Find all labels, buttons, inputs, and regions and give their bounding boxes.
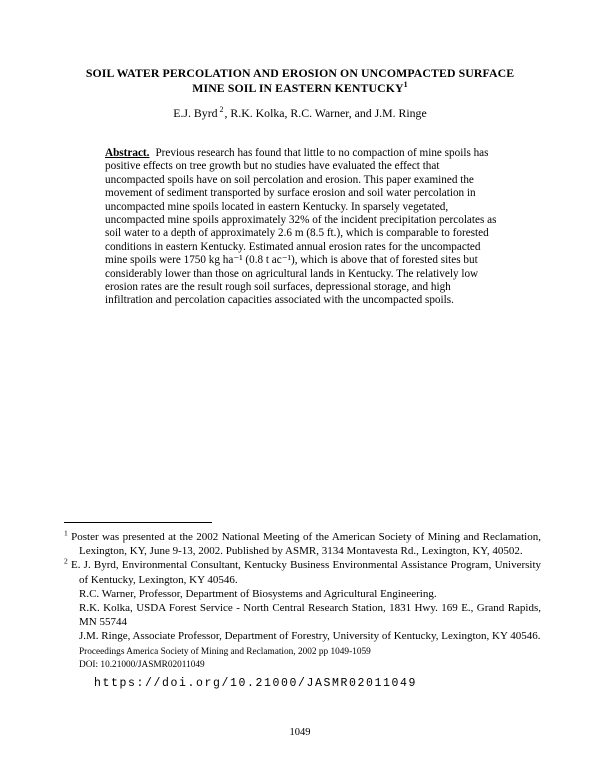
footnote-3 — [64, 587, 541, 601]
paper-title-line2: MINE SOIL IN EASTERN KENTUCKY — [192, 80, 404, 95]
footnote-4-text: R.K. Kolka, USDA Forest Service - North Central Research Station, 1831 Hwy. 169 E., Grand Rapids, MN 55744 — [79, 602, 541, 629]
abstract-section — [105, 147, 499, 308]
footnote-1-text: Poster was presented at the 2002 National Meeting of the American Society of Mining and Reclamation, Lexington, KY, June 9-13, 2002. Published by ASMR, 3134 Montavesta Rd., Lexington, KY, 40502. — [71, 531, 541, 558]
footnote-2 — [64, 558, 541, 586]
footnote-1-marker: 1 — [64, 528, 68, 538]
abstract-text: Previous research has found that little to no compaction of mine spoils has positive effects on tree growth but no studies have evaluated the effect that uncompacted spoils have on soil percolation and erosion. This paper examined the movement of sediment transported by surface erosion and soil water percolation in uncompacted mine spoils located in eastern Kentucky. In sparsely vegetated, uncompacted mine spoils approximately 32% of the incident precipitation percolates as soil water to a depth of approximately 2.6 m (8.5 ft.), which is comparable to forested conditions in eastern Kentucky. Estimated annual erosion rates for the uncompacted mine spoils were 1750 kg ha⁻¹ (0.8 t ac⁻¹), which is above that of forested sites but considerably lower than those on agricultural lands in Kentucky. The relatively low erosion rates are the result rough soil surfaces, depressional storage, and high infiltration and percolation capacities associated with the uncompacted spoils. — [105, 147, 497, 307]
paper-title-line1: SOIL WATER PERCOLATION AND EROSION ON UNCOMPACTED SURFACE — [85, 66, 515, 80]
doi-line: DOI: 10.21000/JASMR02011049 — [79, 659, 205, 670]
title-block — [45, 66, 555, 120]
paper-title — [45, 66, 555, 95]
footnote-separator — [64, 522, 212, 523]
footnote-2-marker: 2 — [64, 556, 68, 566]
footnote-5-text: J.M. Ringe, Associate Professor, Department of Forestry, University of Kentucky, Lexington, KY 40546. — [79, 630, 541, 643]
author-footnote-marker: 2 — [219, 105, 224, 115]
footnote-4 — [64, 601, 541, 629]
title-footnote-marker: 1 — [403, 79, 408, 89]
proceedings-line: Proceedings America Society of Mining and Reclamation, 2002 pp 1049-1059 — [79, 646, 371, 657]
abstract-label: Abstract. — [105, 147, 150, 159]
footnote-2-text: E. J. Byrd, Environmental Consultant, Kentucky Business Environmental Assistance Program, University of Kentucky, Lexington, KY 40546. — [70, 559, 542, 586]
footnotes-section — [64, 522, 541, 691]
authors-line — [45, 107, 555, 120]
footnote-1 — [64, 530, 541, 558]
authors-rest: , R.K. Kolka, R.C. Warner, and J.M. Ringe — [224, 106, 427, 120]
publication-stamp — [64, 646, 541, 672]
doi-url-link[interactable]: https://doi.org/10.21000/JASMR02011049 — [94, 676, 418, 690]
author-first: E.J. Byrd — [173, 106, 218, 120]
footnote-5 — [64, 629, 541, 643]
page-number: 1049 — [289, 727, 311, 738]
footnote-3-text: R.C. Warner, Professor, Department of Biosystems and Agricultural Engineering. — [79, 587, 437, 600]
